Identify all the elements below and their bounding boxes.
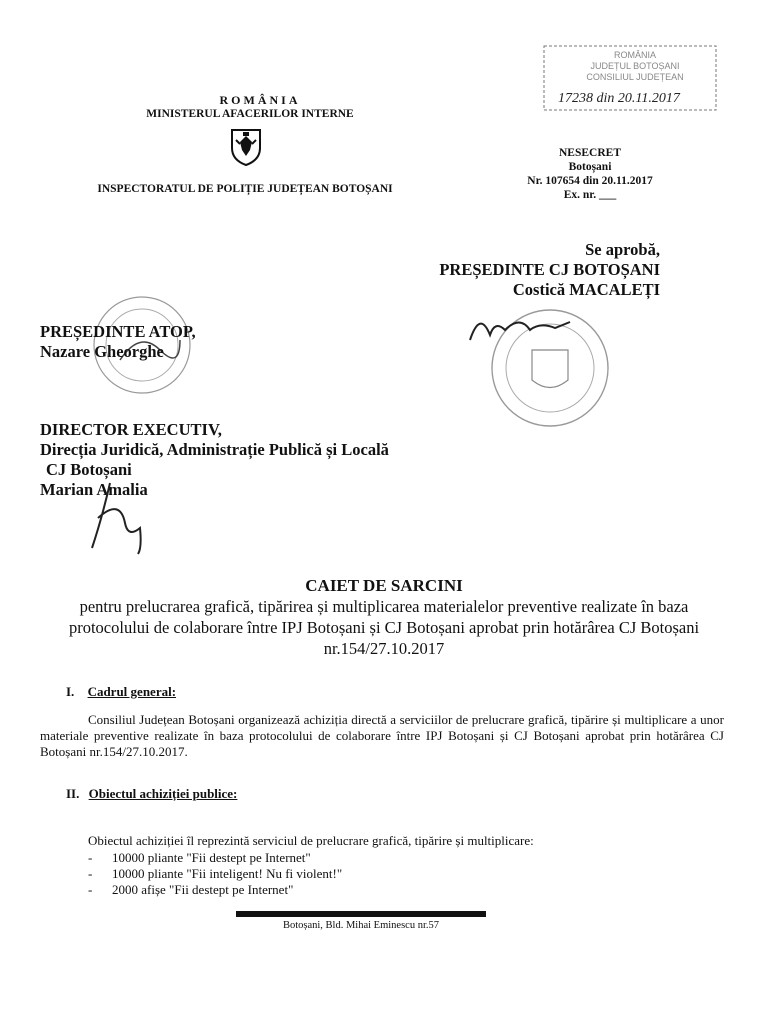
section1-body <box>40 712 724 760</box>
section2-title: Obiectul achiziției publice: <box>88 786 238 801</box>
approval-block <box>400 240 660 300</box>
classification-city: Botoșani <box>568 161 612 173</box>
stamp-line3: CONSILIUL JUDEȚEAN <box>586 72 684 82</box>
list-item: - 10000 pliante "Fii inteligent! Nu fi violent!" <box>88 866 688 882</box>
section2-heading <box>66 786 237 802</box>
document-subtitle: pentru prelucrarea grafică, tipărirea și multiplicarea materialelor preventive realizate în baza protocolului de colaborare între IPJ Botoșani și CJ Botoșani aprobat prin hotărârea CJ Botoșani nr.154/27.10.2017 <box>68 597 700 658</box>
council-seal <box>460 300 610 430</box>
inspectorate-heading: INSPECTORATUL DE POLIȚIE JUDEȚEAN BOTOȘANI <box>97 183 393 195</box>
approval-title: PREȘEDINTE CJ BOTOȘANI <box>439 260 660 279</box>
director-signature <box>80 478 160 558</box>
registration-stamp <box>540 42 720 114</box>
approval-name: Costică MACALEȚI <box>512 280 660 299</box>
section2-intro: Obiectul achiziției îl reprezintă serviciul de prelucrare grafică, tipărire și multiplicare: <box>88 833 534 848</box>
director-department: Direcția Juridică, Administrație Publică și Locală <box>40 440 389 459</box>
atop-title: PREȘEDINTE ATOP, <box>40 322 196 341</box>
section1-number: I. <box>66 684 75 699</box>
registration-number: Nr. 107654 din 20.11.2017 <box>527 175 653 187</box>
section1-title: Cadrul general: <box>87 684 177 699</box>
classification-label: NESECRET <box>559 147 621 159</box>
stamp-handwritten: 17238 din 20.11.2017 <box>558 91 680 106</box>
ministry-heading: MINISTERUL AFACERILOR INTERNE <box>146 108 354 120</box>
footer-divider <box>236 911 486 917</box>
copy-number: Ex. nr. ___ <box>563 189 617 201</box>
approval-line1: Se aprobă, <box>585 240 660 259</box>
list-item: - 2000 afișe "Fii destept pe Internet" <box>88 882 688 898</box>
section2-number: II. <box>66 786 80 801</box>
items-list <box>88 850 688 898</box>
footer-address: Botoșani, Bld. Mihai Eminescu nr.57 <box>282 920 440 931</box>
director-name: Marian Amalia <box>40 480 148 499</box>
atop-signatory <box>40 322 280 362</box>
director-title: DIRECTOR EXECUTIV, <box>40 420 222 439</box>
list-item: - 10000 pliante "Fii destept pe Internet" <box>88 850 688 866</box>
document-title: CAIET DE SARCINI <box>305 576 463 595</box>
section1-text: Consiliul Județean Botoșani organizează achiziția directă a serviciilor de prelucrare grafică, tipărire și multiplicare a unor materiale preventive realizate în baza protocolului de colaborare între IPJ Botoșani și CJ Botoșani aprobat prin hotărârea CJ Botoșani nr.154/27.10.2017. <box>40 712 724 759</box>
classification-block <box>500 146 680 202</box>
director-org: CJ Botoșani <box>46 460 132 479</box>
stamp-line1: ROMÂNIA <box>613 50 657 60</box>
coat-of-arms-icon <box>228 128 264 166</box>
stamp-line2: JUDEȚUL BOTOȘANI <box>590 61 680 71</box>
section1-heading <box>66 684 176 700</box>
atop-name: Nazare Gheorghe <box>40 342 164 361</box>
country-heading: ROMÂNIA <box>219 93 301 107</box>
